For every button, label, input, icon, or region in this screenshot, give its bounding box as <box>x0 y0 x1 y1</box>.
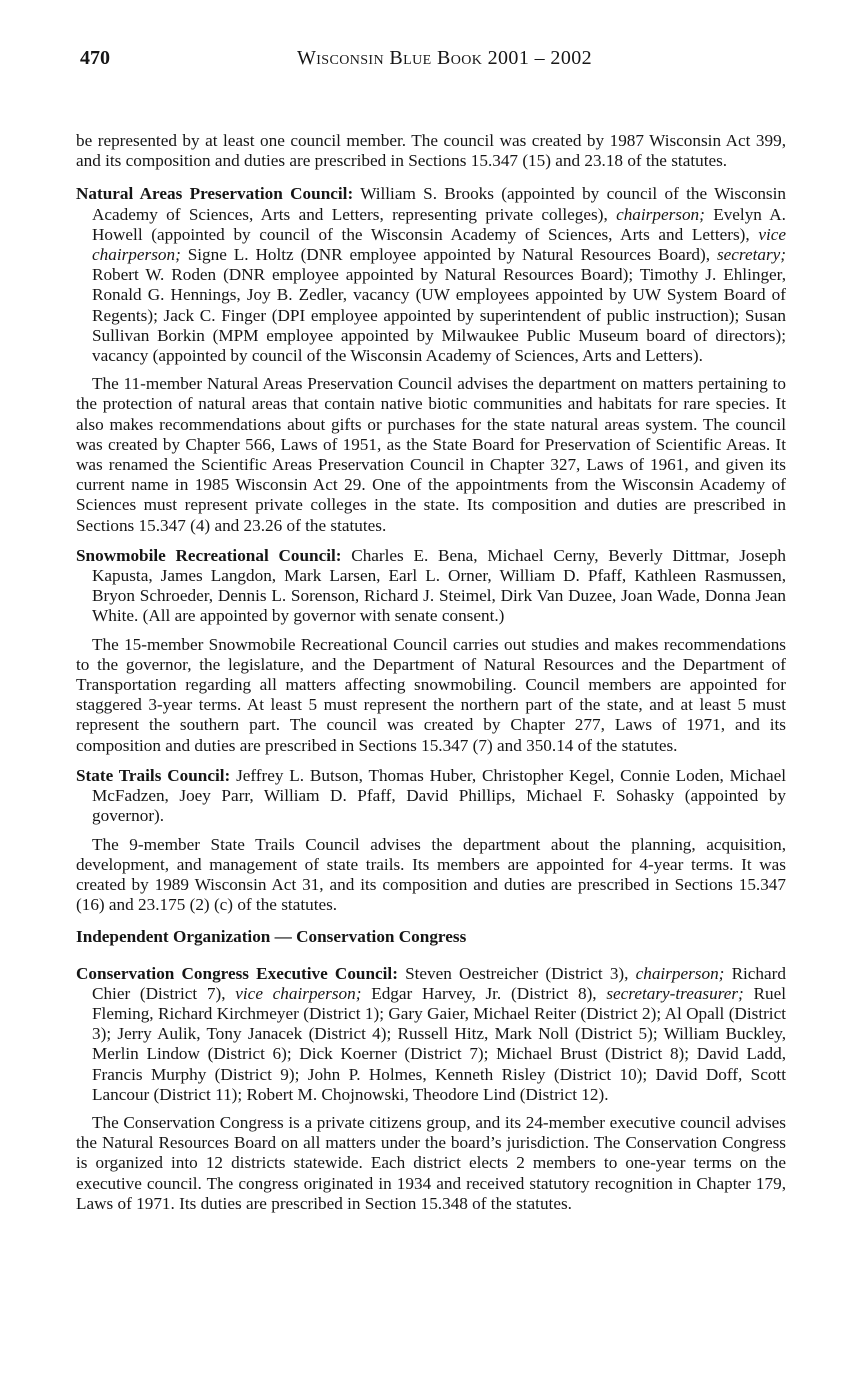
congress-description: The Conservation Congress is a private citizens group, and its 24-member executive council advises the Natural Resources Board on all matters under the board’s jurisdiction. The Conservation Congress is organized into 12 districts statewide. Each district elects 2 members to one-year terms on the executive council. The congress originated in 1934 and received statutory recognition in Chapter 179, Laws of 1971. Its duties are prescribed in Section 15.348 of the statutes. <box>76 1112 786 1213</box>
congress-members-2: Richard Chier (District 7), <box>92 963 786 1003</box>
state-trails-heading: State Trails Council: <box>76 765 231 785</box>
congress-role-3: secretary-treasurer; <box>606 983 744 1003</box>
natural-areas-members-2: Evelyn A. Howell (appointed by council of the Wisconsin Academy of Sciences, Arts and Letters), <box>92 204 786 244</box>
state-trails-note: (appointed by governor). <box>92 786 786 826</box>
intro-paragraph: be represented by at least one council member. The council was created by 1987 Wisconsin Act 399, and its composition and duties are prescribed in Sections 15.347 (15) and 23.18 of the statutes. <box>76 131 786 171</box>
section-heading: Independent Organization — Conservation Congress <box>76 927 467 947</box>
snowmobile-note: (All are appointed by governor with senate consent.) <box>138 606 505 626</box>
natural-areas-members-1: William S. Brooks (appointed by council of the Wisconsin Academy of Sciences, Arts and Letters, representing private colleges), <box>92 184 786 224</box>
congress-members-3: Edgar Harvey, Jr. (District 8), <box>361 983 607 1003</box>
snowmobile-description: The 15-member Snowmobile Recreational Council carries out studies and makes recommendations to the governor, the legislature, and the Department of Natural Resources and the Department of Transportation regarding all matters affecting snowmobiling. Council members are appointed for staggered 3-year terms. At least 5 must represent the northern part of the state, and at least 5 must represent the southern part. The council was created by Chapter 277, Laws of 1971, and its composition and duties are prescribed in Sections 15.347 (7) and 350.14 of the statutes. <box>76 634 786 755</box>
natural-areas-role-2: vice chairperson; <box>92 224 786 265</box>
congress-heading: Conservation Congress Executive Council: <box>76 963 398 983</box>
congress-members-4: Ruel Fleming, Richard Kirchmeyer (District 1); Gary Gaier, Michael Reiter (District 2); Al Opall (District 3); Jerry Aulik, Tony Janacek (District 4); Russell Hitz, Mark Noll (District 5); William Buckley, Merlin Lindow (District 6); Dick Koerner (District 7); Michael Brust (District 8); David Ladd, Francis Murphy (District 9); John P. Holmes, Kenneth Risley (District 10); David Doff, Scott Lancour (District 11); Robert M. Chojnowski, Theodore Lind (District 12). <box>92 983 786 1104</box>
snowmobile-heading: Snowmobile Recreational Council: <box>76 545 342 565</box>
page-header <box>80 48 799 80</box>
natural-areas-entry <box>76 184 786 366</box>
congress-role-2: vice chairperson; <box>235 983 362 1003</box>
congress-role-1: chairperson; <box>635 963 725 983</box>
state-trails-members: Jeffrey L. Butson, Thomas Huber, Christopher Kegel, Connie Loden, Michael McFadzen, Joey Parr, William D. Pfaff, David Phillips, Michael F. Sohasky <box>92 765 786 806</box>
state-trails-description: The 9-member State Trails Council advises the department about the planning, acquisition, development, and management of state trails. Its members are appointed for 4-year terms. It was created by 1989 Wisconsin Act 31, and its composition and duties are prescribed in Sections 15.347 (16) and 23.175 (2) (c) of the statutes. <box>76 834 786 915</box>
natural-areas-description: The 11-member Natural Areas Preservation Council advises the department on matters pertaining to the protection of natural areas that contain native biotic communities and habitats for rare species. It also makes recommendations about gifts or purchases for the state natural areas system. The council was created by Chapter 566, Laws of 1951, as the State Board for Preservation of Scientific Areas. It was renamed the Scientific Areas Preservation Council in Chapter 327, Laws of 1961, and given its current name in 1985 Wisconsin Act 29. One of the appointments from the Wisconsin Academy of Sciences must represent private colleges in the state. Its composition and duties are prescribed in Sections 15.347 (4) and 23.26 of the statutes. <box>76 374 786 535</box>
snowmobile-entry <box>76 546 786 627</box>
page-number: 470 <box>80 47 110 69</box>
natural-areas-members-3: Signe L. Holtz (DNR employee appointed by Natural Resources Board), <box>180 245 717 265</box>
natural-areas-role-3: secretary; <box>716 245 786 265</box>
snowmobile-members: Charles E. Bena, Michael Cerny, Beverly Dittmar, Joseph Kapusta, James Langdon, Mark Larsen, Earl L. Orner, William D. Pfaff, Kathleen Rasmussen, Bryon Schroeder, Dennis L. Sorenson, Richard J. Steimel, Dirk Van Duzee, Joan Wade, Donna Jean White. <box>92 545 787 626</box>
natural-areas-members-4: Robert W. Roden (DNR employee appointed by Natural Resources Board); Timothy J. Ehlinger, Ronald G. Hennings, Joy B. Zedler, vacancy (UW employees appointed by UW System Board of Regents); Jack C. Finger (DPI employee appointed by superintendent of public instruction); Susan Sullivan Borkin (MPM employee appointed by Milwaukee Public Museum board of directors); vacancy (appointed by council of the Wisconsin Academy of Sciences, Arts and Letters). <box>92 265 786 366</box>
page-body <box>76 131 786 1224</box>
congress-members-1: Steven Oestreicher (District 3), <box>397 963 636 983</box>
running-title: Wisconsin Blue Book 2001 – 2002 <box>296 47 593 69</box>
natural-areas-heading: Natural Areas Preservation Council: <box>76 184 354 204</box>
state-trails-entry <box>76 766 786 827</box>
natural-areas-role-1: chairperson; <box>616 204 705 224</box>
congress-entry <box>76 964 786 1105</box>
